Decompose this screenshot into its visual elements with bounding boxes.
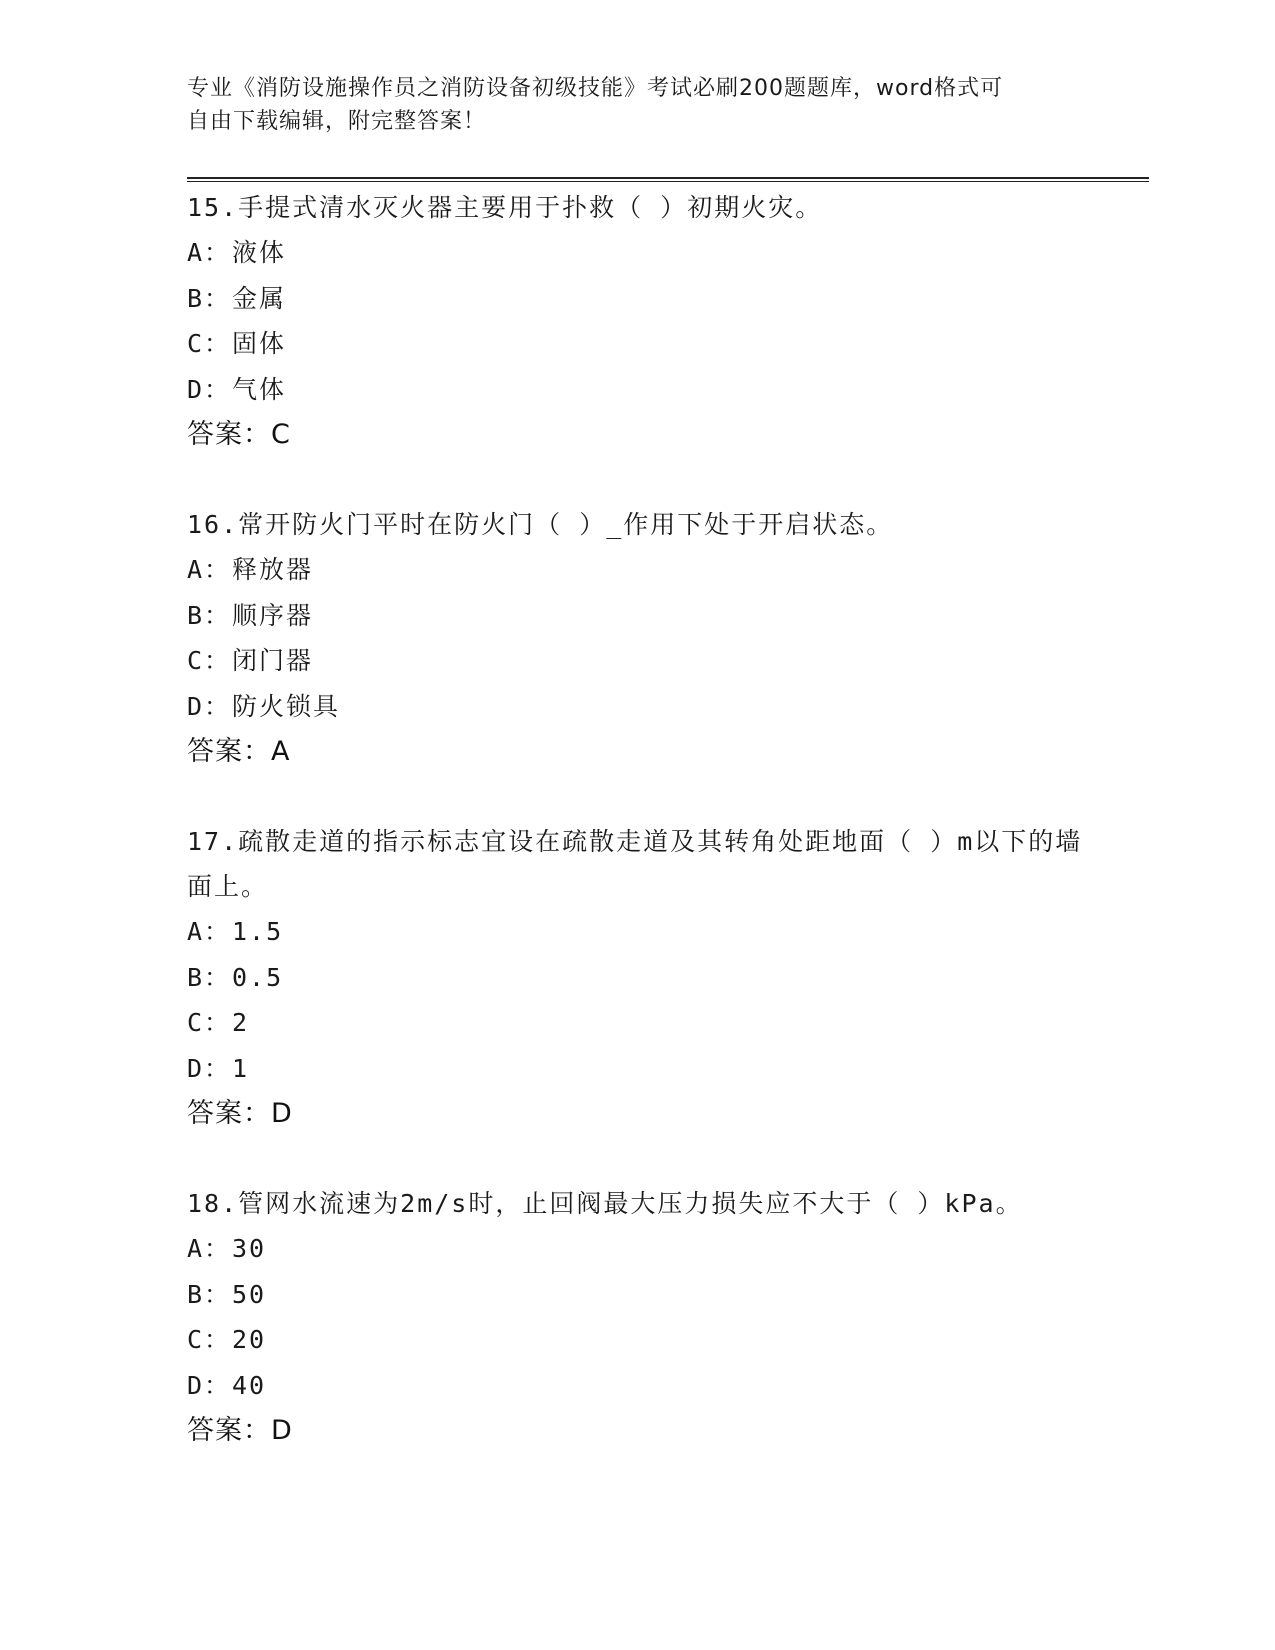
question-stem: 16.常开防火门平时在防火门（ ）_作用下处于开启状态。 xyxy=(187,510,894,539)
option-key: A： xyxy=(187,555,232,584)
answer-line: 答案：A xyxy=(187,736,291,767)
question-18 xyxy=(187,1181,1087,1453)
question-17 xyxy=(187,819,1087,1136)
option-b xyxy=(187,1272,1087,1318)
option-key: B： xyxy=(187,283,232,313)
option-c xyxy=(187,1317,1087,1363)
option-d xyxy=(187,1046,1087,1092)
option-key: B： xyxy=(187,600,232,630)
option-key: B： xyxy=(187,962,232,992)
header-divider xyxy=(187,177,1149,182)
option-text: 闭门器 xyxy=(232,646,314,675)
option-key: D： xyxy=(187,1370,232,1400)
option-a xyxy=(187,909,1087,955)
option-c xyxy=(187,638,1087,684)
option-key: C： xyxy=(187,1008,232,1037)
option-text: 0.5 xyxy=(232,962,284,992)
answer-line: 答案：D xyxy=(187,1415,293,1446)
question-list xyxy=(187,185,1087,1498)
header-line-2: 自由下载编辑，附完整答案！ xyxy=(187,109,487,134)
option-text: 40 xyxy=(232,1370,267,1400)
option-text: 1.5 xyxy=(232,917,284,946)
option-key: D： xyxy=(187,374,232,404)
option-text: 气体 xyxy=(232,374,287,404)
option-key: D： xyxy=(187,691,232,721)
option-a xyxy=(187,230,1087,276)
option-key: A： xyxy=(187,917,232,946)
option-key: A： xyxy=(187,238,232,267)
option-text: 防火锁具 xyxy=(232,691,341,721)
option-c xyxy=(187,321,1087,367)
answer-line: 答案：C xyxy=(187,419,291,450)
option-key: D： xyxy=(187,1053,232,1083)
option-key: B： xyxy=(187,1279,232,1309)
option-key: C： xyxy=(187,1325,232,1354)
answer-line: 答案：D xyxy=(187,1098,293,1129)
option-text: 释放器 xyxy=(232,555,314,584)
option-text: 50 xyxy=(232,1279,267,1309)
option-text: 20 xyxy=(232,1325,267,1354)
option-text: 液体 xyxy=(232,238,287,267)
option-d xyxy=(187,684,1087,730)
option-key: C： xyxy=(187,329,232,358)
option-d xyxy=(187,367,1087,413)
option-text: 金属 xyxy=(232,283,287,313)
option-text: 固体 xyxy=(232,329,287,358)
option-b xyxy=(187,593,1087,639)
option-c xyxy=(187,1000,1087,1046)
question-15 xyxy=(187,185,1087,457)
option-text: 2 xyxy=(232,1008,250,1037)
option-key: A： xyxy=(187,1234,232,1263)
option-key: C： xyxy=(187,646,232,675)
option-b xyxy=(187,955,1087,1001)
header-line-1: 专业《消防设施操作员之消防设备初级技能》考试必刷200题题库，word格式可 xyxy=(187,76,1004,101)
option-a xyxy=(187,1226,1087,1272)
option-text: 顺序器 xyxy=(232,600,314,630)
document-header xyxy=(187,72,1067,138)
option-a xyxy=(187,547,1087,593)
question-stem: 17.疏散走道的指示标志宜设在疏散走道及其转角处距地面（ ）m以下的墙面上。 xyxy=(187,827,1083,901)
question-stem: 18.管网水流速为2m/s时，止回阀最大压力损失应不大于（ ）kPa。 xyxy=(187,1189,1023,1218)
question-16 xyxy=(187,502,1087,774)
option-b xyxy=(187,276,1087,322)
option-text: 30 xyxy=(232,1234,267,1263)
question-stem: 15.手提式清水灭火器主要用于扑救（ ）初期火灾。 xyxy=(187,193,823,222)
option-text: 1 xyxy=(232,1053,250,1083)
option-d xyxy=(187,1363,1087,1409)
